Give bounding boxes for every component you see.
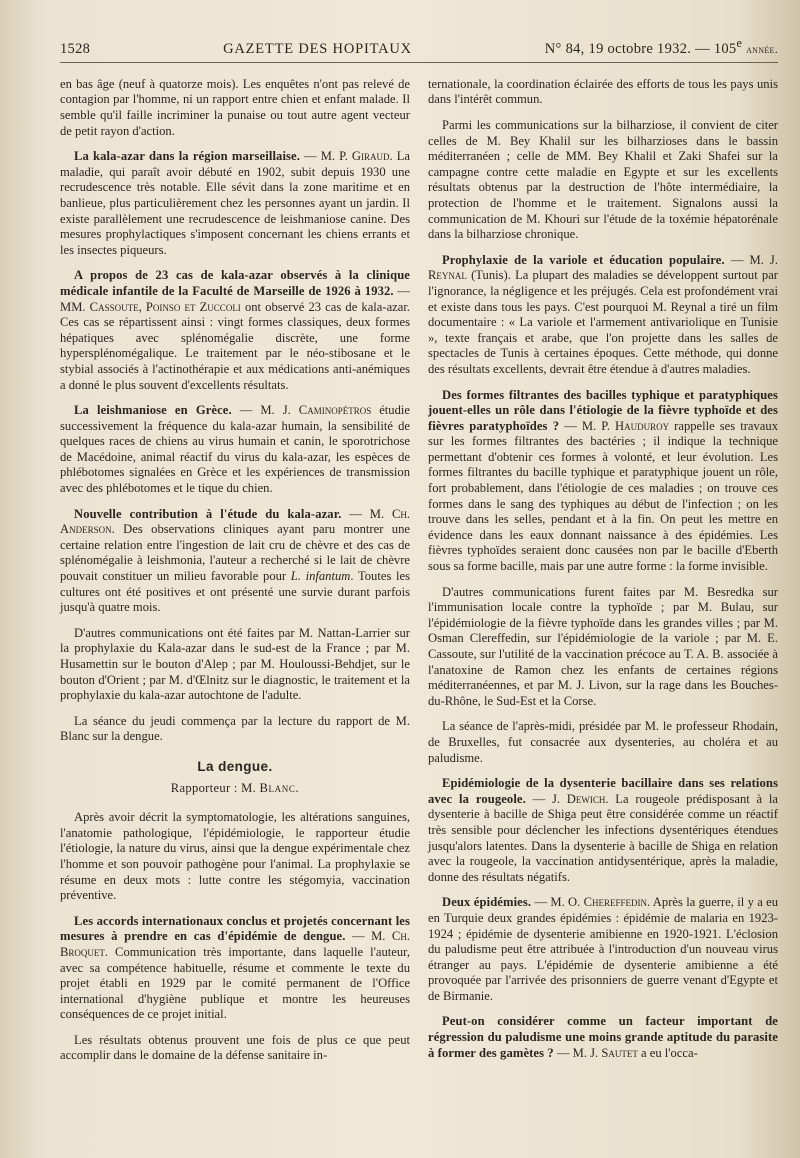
paragraph: D'autres communications furent faites par M. Besredka sur l'immunisation locale contre la typhoïde ; par M. Bulau, sur l'épidémiologie de la fièvre typhoïde dans les grandes villes ; par M. Osman Clereffedin, sur l'épidémiologie de la variole ; par M. E. Cassoute, sur l'utilité de la vaccination précoce au T. A. B. associée à l'anatoxine de Ramon chez les enfants de certaines régions méditerranéennes, et par M. J. Livon, sur la rage dans les Bouches-du-Rhône, le Sud-Est et la Corse. [428,584,778,708]
paragraph: ternationale, la coordination éclairée des efforts de tous les pays unis dans l'intérêt commun. [428,76,778,107]
paragraph: La séance de l'après-midi, présidée par M. le professeur Rhodain, de Bruxelles, fut consacrée aux dysenteries, au choléra et au paludisme. [428,719,778,765]
issue-info: N° 84, 19 octobre 1932. — 105e année. [544,36,778,57]
paragraph: Nouvelle contribution à l'étude du kala-azar. — M. Ch. Anderson. Des observations cliniques ayant paru montrer une certaine relation entre l'ingestion de lait cru de chèvre et des cas de splénomégalie à leishmonia, l'auteur a recherché si le lait de chèvre pouvait constituer un milieu favorable pour L. infantum. Toutes les cultures ont été positives et ont présenté une survie durant parfois jusqu'à quatre mois. [60,506,410,615]
left-column [60,77,410,1074]
page-number: 1528 [60,40,91,57]
text-columns [60,77,778,1074]
paragraph: La leishmaniose en Grèce. — M. J. Caminopétros étudie successivement la fréquence du kala-azar humain, la sensibilité de quelques races de chiens au virus humain et canin, le sporotrichose de Macédoine, animal réactif du virus du kala-azar, les espèces de phlébotomes signalées en Grèce et les expériences de transmission avec des phlébotomes et le tique du chien. [60,403,410,496]
paragraph: Deux épidémies. — M. O. Chereffedin. Après la guerre, il y a eu en Turquie deux grandes épidémies : épidémie de malaria en 1923-1924 ; épidémie de dysenterie amibienne en 1920-1921. L'éclosion du paludisme peut être attribuée à l'introduction d'un nouveau virus étranger au pays. L'épidémie de dysenterie amibienne a été provoquée par l'arrivée des prisonniers de guerre venant d'Egypte et de Birmanie. [428,895,778,1003]
paragraph: Des formes filtrantes des bacilles typhique et paratyphiques jouent-elles un rôle dans l'étiologie de la fièvre typhoïde et des fièvres paratyphoïdes ? — M. P. Hauduroy rappelle ses travaux sur les formes filtrantes des bactéries ; il indique la technique permettant d'obtenir ces formes à volonté, et leur évolution. Les formes filtrantes du bacille typhique et paratyphique jouent un rôle, fort probablement, dans l'étiologie de ces maladies ; on trouve ces formes dans le sang des typhiques au début de l'infection ; on les trouve dans les selles, pendant et à la fin. On peut les mettre en évidence dans les eaux donnant naissance à des épidémies. Les fièvres typhoïdes seraient donc causées non par le bacille d'Eberth sous sa forme bacille, mais par une autre forme : la forme invisible. [428,387,778,574]
paragraph: La kala-azar dans la région marseillaise. — M. P. Giraud. La maladie, qui paraît avoir débuté en 1902, subit depuis 1930 une recrudescence très notable. Elle sévit dans la zone maritime et en banlieue, plus particulièrement chez les personnes ayant un jardin. Il existe parallèlement une recrudescence de leishmaniose canine. Des mesures prophylactiques s'imposent concernant les chiens errants et les insectes piqueurs. [60,149,410,257]
paragraph: Les résultats obtenus prouvent une fois de plus ce que peut accomplir dans le domaine de la défense sanitaire in- [60,1032,410,1063]
journal-title: GAZETTE DES HOPITAUX [223,40,412,57]
paragraph: Peut-on considérer comme un facteur important de régression du paludisme une moins grande aptitude du parasite à former des gamètes ? — M. J. Sautet a eu l'occa- [428,1014,778,1060]
paragraph: La séance du jeudi commença par la lecture du rapport de M. Blanc sur la dengue. [60,713,410,744]
paragraph: Les accords internationaux conclus et projetés concernant les mesures à prendre en cas d'épidémie de dengue. — M. Ch. Broquet. Communication très importante, dans laquelle l'auteur, avec sa compétence habituelle, résume et commente le texte du projet établi en 1929 par le comité permanent de l'Office international d'hygiène publique et montre les heureuses conséquences de ce projet initial. [60,913,410,1022]
paragraph: D'autres communications ont été faites par M. Nattan-Larrier sur la prophylaxie du Kala-azar dans le sud-est de la France ; par M. Husamettin sur le bouton d'Alep ; par M. Houloussi-Behdjet, sur le bouton d'Orient ; par M. d'Œlnitz sur le diagnostic, le traitement et la prophylaxie du kala-azar autochtone de l'adulte. [60,625,410,703]
paragraph: Epidémiologie de la dysenterie bacillaire dans ses relations avec la rougeole. — J. Dewich. La rougeole prédisposant à la dysenterie à bacille de Shiga peut être considérée comme un réactif très sensible pour déclencher les infections dysentériques étendues jusqu'alors latentes. Dans la dysenterie à bacille de Shiga en relation avec la rougeole, la vaccination antidysentérique, après la maladie, donne des résultats négatifs. [428,776,778,884]
section-title: La dengue. [197,758,273,774]
right-column [428,77,778,1074]
paragraph: Après avoir décrit la symptomatologie, les altérations sanguines, l'anatomie pathologique, l'épidémiologie, le rapporteur étudie l'étiologie, la nature du virus, ainsi que la dengue expérimentale chez l'homme et son pouvoir pathogène pour l'animal. La prophylaxie se résume en deux mots : lutte contre les stégomyia, vaccination préventive. [60,810,410,903]
paragraph: Prophylaxie de la variole et éducation populaire. — M. J. Reynal (Tunis). La plupart des maladies se développent surtout par l'ignorance, la négligence et les préjugés. Cela est profondément vrai et existe dans tous les pays. C'est pourquoi M. Reynal a tiré un film documentaire : « La variole et l'armement antivariolique en Tunisie », texte français et arabe, que l'on projette dans les salles de spectacles de Tunis à certaines époques. Cette méthode, qui donne des résultats excellents, devrait être étendue à d'autres maladies. [428,252,778,376]
paragraph: A propos de 23 cas de kala-azar observés à la clinique médicale infantile de la Faculté de Marseille de 1926 à 1932. — MM. Cassoute, Poinso et Zuccoli ont observé 23 cas de kala-azar. Ces cas se répartissent ainsi : vingt formes classiques, deux formes hépatiques avec splénomégalie discrète, une forme hypersplénomégalique. Le traitement par le néo-stibosane et le stybial associés à l'actinothérapie et aux médications anti-anémiques a donné le plus souvent d'excellents résultats. [60,268,410,392]
running-header [60,36,778,63]
section-rapporteur: Rapporteur : M. Blanc. [170,780,300,795]
paragraph: en bas âge (neuf à quatorze mois). Les enquêtes n'ont pas relevé de contagion par l'homme, ni un rapport entre chien et enfant malade. Il semble qu'il faille incriminer la punaise ou tout autre agent vecteur de petit rayon d'action. [60,76,410,138]
paragraph: Parmi les communications sur la bilharziose, il convient de citer celles de M. Bey Khalil sur les bilharzioses dans le bassin méditerranéen ; celle de MM. Bey Khalil et Zaki Shafei sur la campagne contre cette maladie en Egypte et sur les excellents résultats obtenus par la destruction de l'hôte intermédiaire, la protection de l'homme et le traitement. Signalons aussi la communication de M. Khouri sur l'étude de la toxémie hépatorénale dans la bilharziose chronique. [428,118,778,242]
